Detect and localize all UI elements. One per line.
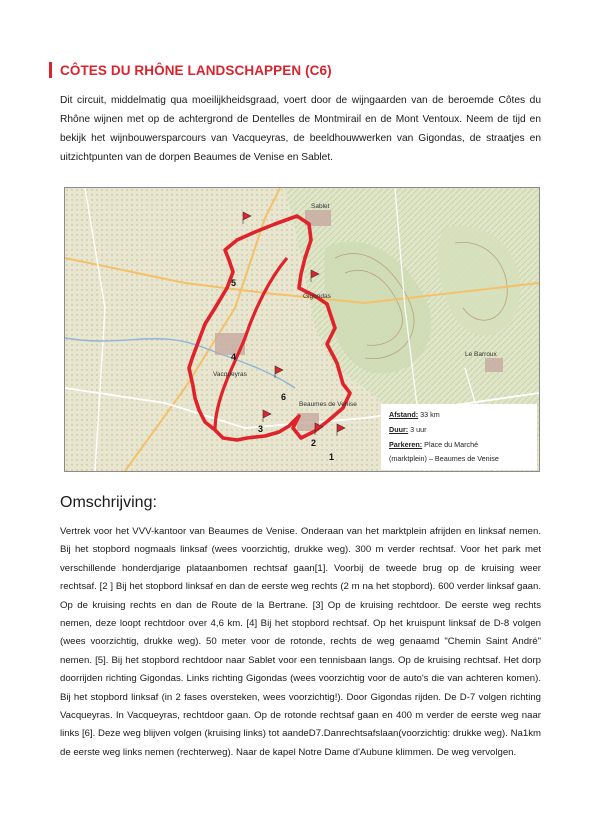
parking-value-2: (marktplein) – Beaumes de Venise xyxy=(389,454,499,463)
place-vacqueyras: Vacqueyras xyxy=(213,371,247,378)
parking-label: Parkeren: xyxy=(389,440,423,449)
place-le-barroux: Le Barroux xyxy=(465,351,497,358)
intro-paragraph: Dit circuit, middelmatig qua moeilijkheidsgraad, voert door de wijngaarden van de beroemde Côtes du Rhône wijnen met op de achtergrond de Dentelles de Montmirail en de Mont Ventoux. Neem de tijd en bekijk het wijnbouwersparcours van Vacqueyras, de beeldhouwwerken van Gigondas, de straatjes en uitzichtpunten van de dorpen Beaumes de Venise en Sablet. xyxy=(60,95,541,163)
page-title: CÔTES DU RHÔNE LANDSCHAPPEN (C6) xyxy=(60,62,332,78)
place-sablet: Sablet xyxy=(311,203,330,210)
waypoint-3: 3 xyxy=(258,424,264,434)
distance-value: 33 km xyxy=(420,410,440,419)
waypoint-5: 5 xyxy=(231,278,237,288)
waypoint-1: 1 xyxy=(329,452,335,462)
distance-label: Afstand: xyxy=(389,410,419,419)
route-map xyxy=(64,187,540,472)
title-block xyxy=(49,62,332,78)
description-paragraph: Vertrek voor het VVV-kantoor van Beaumes de Venise. Onderaan van het marktplein afrijden en linksaf nemen. Bij het stopbord nogmaals linksaf (wees voorzichtig, drukke weg). 300 m verder rechtsaf. Voor het park met verschillende honderdjarige plataanbomen rechtsaf gaan[1]. Voorbij de tweede brug op de kruising weer rechtsaf. [2 ] Bij het stopbord linksaf en dan de eerste weg rechts (2 m na het stopbord). 600 verder linksaf gaan. Op de kruising rechts en dan de Route de la Bertrane. [3] Op de kruising rechtdoor. De eerste weg rechts nemen, deze loopt rechtdoor over 4,6 km. [4] Bij het stopbord rechtsaf. Op het kruispunt linksaf de D-8 volgen (wees voorzichtig, drukke weg). 50 meter voor de rotonde, rechts de weg genaamd "Chemin Saint André" nemen. [5]. Bij het stopbord rechtdoor naar Sablet voor een tennisbaan langs. Op de kruising rechtsaf. Het dorp doorrijden richting Gigondas. Links richting Gigondas (wees voorzichtig voor de auto's die van achteren komen). Bij het stopbord linksaf (in 2 fases oversteken, wees voorzichtig!). Door Gigondas rijden. De D-7 volgen richting Vacqueyras. In Vacqueyras, rechtdoor gaan. Op de rotonde rechtsaf gaan en 400 m verder de eerste weg naar links [6]. Deze weg blijven volgen (kruising links) tot aandeD7.Danrechtsafslaan(voorzichtig: drukke weg). Na1km de eerste weg links nemen (rechterweg). Naar de kapel Notre Dame d'Aubune klimmen. De weg vervolgen. xyxy=(60,526,541,758)
waypoint-2: 2 xyxy=(311,438,317,448)
legend-distance xyxy=(389,410,440,419)
legend-parking-2 xyxy=(389,454,499,463)
duration-label: Duur: xyxy=(389,425,409,434)
legend-duration xyxy=(389,425,427,434)
place-beaumes: Beaumes de Venise xyxy=(299,401,357,408)
duration-value: 3 uur xyxy=(410,425,427,434)
waypoint-6: 6 xyxy=(281,392,287,402)
description-heading: Omschrijving: xyxy=(60,494,157,511)
place-gigondas: Gigondas xyxy=(303,293,331,300)
route-legend xyxy=(381,404,537,470)
title-accent-bar xyxy=(49,62,52,78)
parking-value: Place du Marché xyxy=(424,440,479,449)
waypoint-4: 4 xyxy=(231,352,237,362)
legend-parking xyxy=(389,440,478,449)
